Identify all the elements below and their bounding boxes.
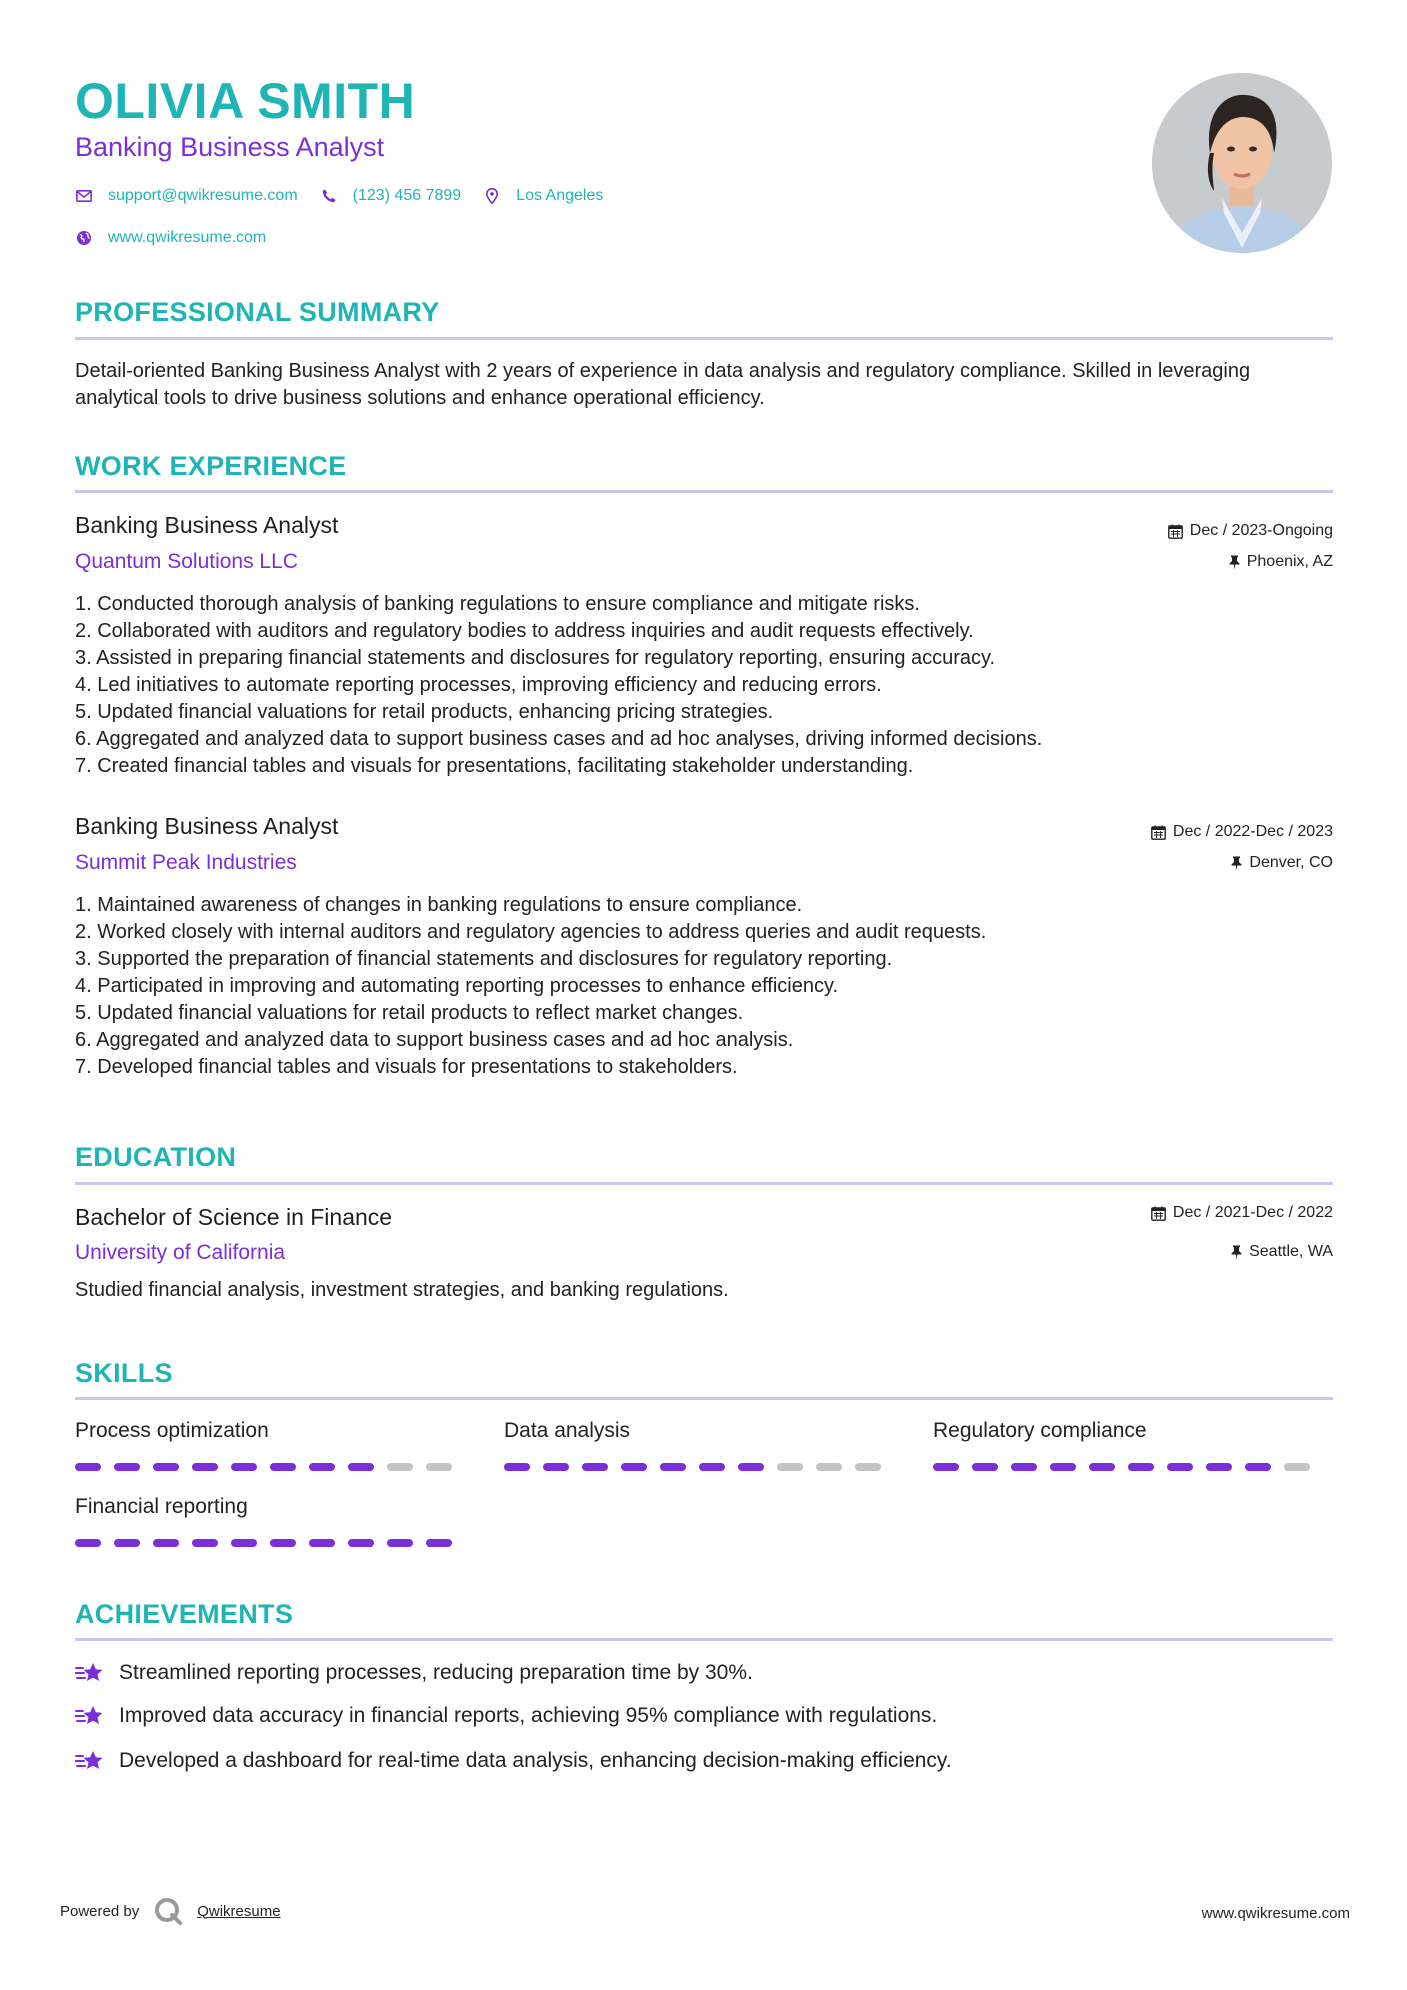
email-text[interactable]: support@qwikresume.com [108,187,298,204]
list-item: 5. Updated financial valuations for retail products, enhancing pricing strategies. [75,701,774,723]
skill-item [75,1495,455,1519]
rating-dot-filled [231,1463,257,1471]
pin-icon [1231,856,1242,871]
education-location [1231,1243,1333,1261]
pin-icon [1231,1245,1242,1260]
website-contact[interactable] [75,229,266,247]
skill-rating [933,1463,1323,1471]
rating-dot-filled [348,1463,374,1471]
rating-dot-filled [972,1463,998,1471]
achievement-item [75,1748,952,1774]
list-item: 2. Collaborated with auditors and regulatory bodies to address inquiries and audit requests effectively. [75,620,974,642]
rating-dot-filled [192,1539,218,1547]
degree-title: Bachelor of Science in Finance [75,1204,393,1230]
rating-dot-filled [309,1463,335,1471]
rating-dot-empty [816,1463,842,1471]
rating-dot-filled [270,1463,296,1471]
rating-dot-filled [114,1463,140,1471]
rating-dot-filled [426,1539,452,1547]
school-name: University of California [75,1241,286,1264]
rating-dot-filled [699,1463,725,1471]
achievement-text: Streamlined reporting processes, reducing preparation time by 30%. [119,1661,753,1684]
job-2-company: Summit Peak Industries [75,851,297,874]
rating-dot-filled [270,1539,296,1547]
rating-dot-filled [582,1463,608,1471]
rating-dot-filled [1167,1463,1193,1471]
rating-dot-filled [309,1539,335,1547]
rating-dot-filled [75,1539,101,1547]
rating-dot-empty [1284,1463,1310,1471]
rating-dot-filled [933,1463,959,1471]
education-description: Studied financial analysis, investment strategies, and banking regulations. [75,1279,729,1301]
footer-powered-by [60,1896,281,1926]
experience-divider [75,490,1333,493]
list-item: 7. Developed financial tables and visuals for presentations to stakeholders. [75,1056,738,1078]
rating-dot-filled [153,1463,179,1471]
candidate-title: Banking Business Analyst [75,132,385,162]
rating-dot-filled [1089,1463,1115,1471]
footer-website[interactable]: www.qwikresume.com [1201,1905,1350,1922]
calendar-icon [1151,1206,1166,1221]
rating-dot-filled [192,1463,218,1471]
rating-dot-filled [738,1463,764,1471]
rating-dot-filled [1245,1463,1271,1471]
powered-by-label: Powered by [60,1902,140,1920]
achievement-item [75,1703,937,1729]
shooting-star-icon [75,1660,105,1686]
globe-icon [75,229,93,247]
list-item: 2. Worked closely with internal auditors and regulatory agencies to address queries and audit requests. [75,921,987,943]
rating-dot-filled [231,1539,257,1547]
website-text[interactable]: www.qwikresume.com [108,229,267,246]
phone-icon [320,187,338,205]
education-divider [75,1182,1333,1185]
job-1-title: Banking Business Analyst [75,512,339,538]
education-dates-text: Dec / 2021-Dec / 2022 [1172,1204,1333,1221]
skill-rating [75,1463,465,1471]
education-dates [1151,1204,1333,1222]
job-2-dates [1151,823,1333,841]
rating-dot-filled [75,1463,101,1471]
achievements-divider [75,1638,1333,1641]
job-2-dates-text: Dec / 2022-Dec / 2023 [1172,823,1333,840]
rating-dot-empty [426,1463,452,1471]
map-pin-icon [483,187,501,205]
skill-name: Data analysis [504,1419,631,1442]
list-item: 4. Led initiatives to automate reporting processes, improving efficiency and reducing errors. [75,674,882,696]
education-heading: EDUCATION [75,1142,237,1172]
job-1-bullets [75,591,1042,780]
job-1-dates-text: Dec / 2023-Ongoing [1189,522,1333,539]
list-item: 7. Created financial tables and visuals for presentations, facilitating stakeholder understanding. [75,755,914,777]
rating-dot-filled [1128,1463,1154,1471]
summary-text: Detail-oriented Banking Business Analyst with 2 years of experience in data analysis and regulatory compliance. Skilled in leveraging analytical tools to drive business solutions and enhance operational efficiency. [75,360,1251,409]
list-item: 6. Aggregated and analyzed data to support business cases and ad hoc analysis. [75,1029,794,1051]
achievement-item [75,1660,753,1686]
shooting-star-icon [75,1703,105,1729]
list-item: 4. Participated in improving and automating reporting processes to enhance efficiency. [75,975,839,997]
phone-contact[interactable] [320,187,462,205]
job-2-title: Banking Business Analyst [75,813,339,839]
education-location-text: Seattle, WA [1249,1243,1333,1260]
summary-divider [75,337,1333,340]
job-1-company: Quantum Solutions LLC [75,550,298,573]
skill-name: Regulatory compliance [933,1419,1147,1442]
contact-row-1 [75,187,625,205]
achievement-text: Improved data accuracy in financial reports, achieving 95% compliance with regulations. [119,1704,938,1727]
summary-heading: PROFESSIONAL SUMMARY [75,297,440,327]
envelope-icon [75,187,93,205]
shooting-star-icon [75,1748,105,1774]
rating-dot-filled [543,1463,569,1471]
calendar-icon [1168,524,1183,539]
pin-icon [1229,555,1240,570]
contact-row-2 [75,229,288,247]
rating-dot-filled [1206,1463,1232,1471]
qwikresume-logo-icon [153,1896,183,1926]
list-item: 3. Assisted in preparing financial statements and disclosures for regulatory reporting, ensuring accuracy. [75,647,996,669]
skill-rating [504,1463,894,1471]
rating-dot-filled [387,1539,413,1547]
email-contact[interactable] [75,187,298,205]
rating-dot-filled [660,1463,686,1471]
job-1-dates [1168,522,1333,540]
skills-heading: SKILLS [75,1358,173,1388]
rating-dot-filled [621,1463,647,1471]
list-item: 1. Maintained awareness of changes in banking regulations to ensure compliance. [75,894,803,916]
list-item: 1. Conducted thorough analysis of banking regulations to ensure compliance and mitigate risks. [75,593,920,615]
skill-name: Financial reporting [75,1495,248,1518]
candidate-name: OLIVIA SMITH [75,73,416,129]
job-2-location [1231,854,1333,872]
skill-item [933,1419,1313,1443]
skill-item [75,1419,455,1443]
experience-heading: WORK EXPERIENCE [75,451,347,481]
location-text: Los Angeles [516,187,604,204]
list-item: 3. Supported the preparation of financial statements and disclosures for regulatory reporting. [75,948,893,970]
rating-dot-filled [1050,1463,1076,1471]
skill-rating [75,1539,465,1547]
list-item: 5. Updated financial valuations for retail products to reflect market changes. [75,1002,744,1024]
phone-text[interactable]: (123) 456 7899 [352,187,462,204]
list-item: 6. Aggregated and analyzed data to support business cases and ad hoc analyses, driving informed decisions. [75,728,1043,750]
rating-dot-empty [387,1463,413,1471]
achievements-heading: ACHIEVEMENTS [75,1599,294,1629]
rating-dot-filled [348,1539,374,1547]
skills-divider [75,1397,1333,1400]
rating-dot-filled [114,1539,140,1547]
location-contact [483,187,603,205]
job-1-location [1229,553,1333,571]
portrait-illustration [1152,73,1332,253]
rating-dot-empty [855,1463,881,1471]
qwikresume-link[interactable]: Qwikresume [197,1902,281,1920]
job-2-location-text: Denver, CO [1249,854,1333,871]
calendar-icon [1151,825,1166,840]
rating-dot-empty [777,1463,803,1471]
achievement-text: Developed a dashboard for real-time data analysis, enhancing decision-making efficiency. [119,1749,952,1772]
job-2-bullets [75,892,986,1081]
profile-photo [1152,73,1332,253]
skill-name: Process optimization [75,1419,269,1442]
rating-dot-filled [153,1539,179,1547]
rating-dot-filled [1011,1463,1037,1471]
job-1-location-text: Phoenix, AZ [1246,553,1333,570]
skill-item [504,1419,884,1443]
rating-dot-filled [504,1463,530,1471]
